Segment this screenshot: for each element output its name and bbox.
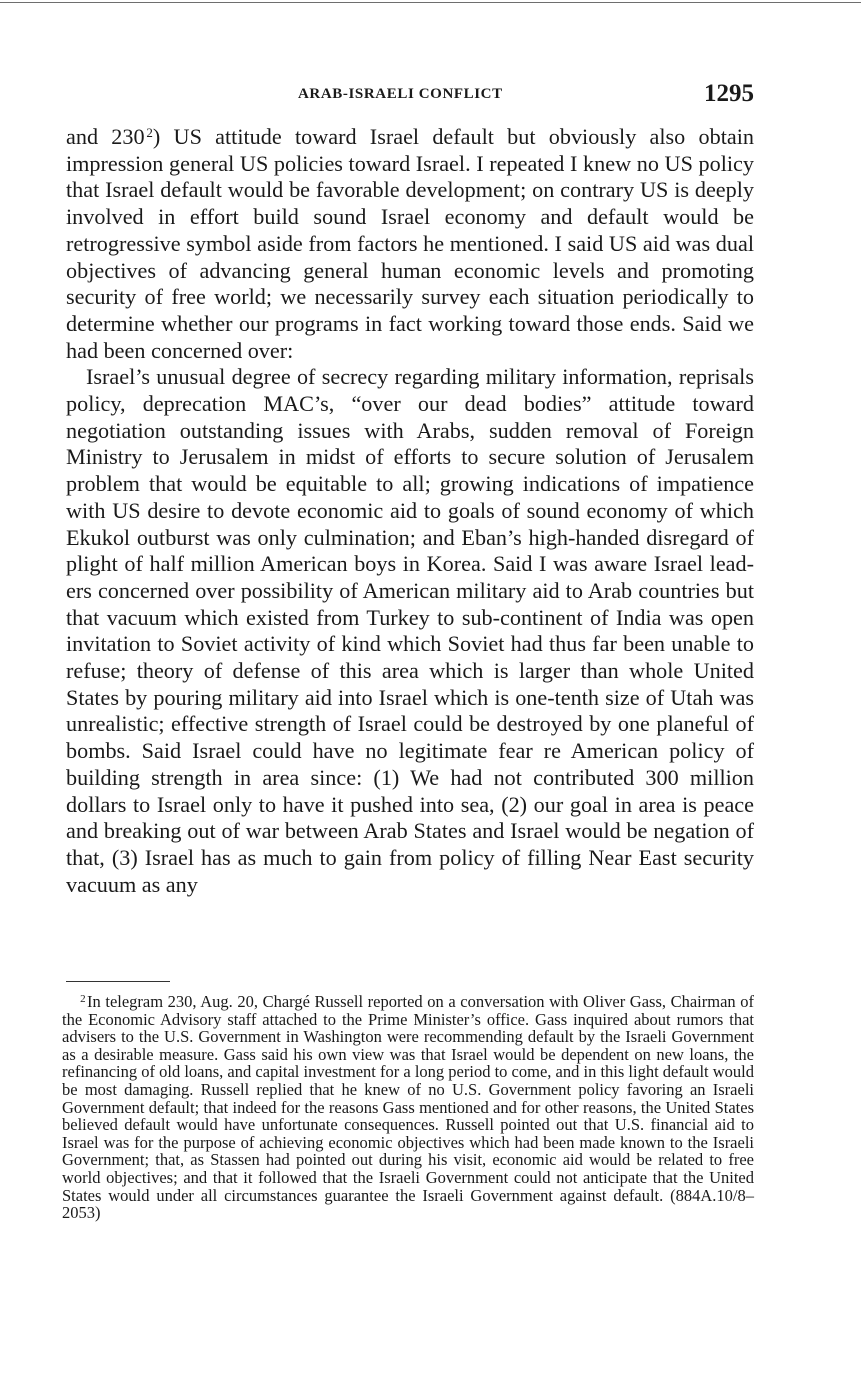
- paragraph-1: [66, 120, 754, 364]
- body-text: [66, 120, 754, 898]
- paragraph-2: Israel’s unusual degree of secrecy regarding military information, reprisals policy, deprecation MAC’s, “over our dead bodies” attitude toward negotiation outstanding issues with Arabs, sudden removal of Foreign Ministry to Jerusalem in midst of efforts to secure solution of Jerusalem problem that would be equitable to all; growing indications of impatience with US desire to devote economic aid to goals of sound economy of which Ekukol outburst was only culmination; and Eban’s high-handed disregard of plight of half million American boys in Korea. Said I was aware Israel leaders concerned over possibility of American military aid to Arab countries but that vacuum which existed from Turkey to sub-continent of India was open invitation to Soviet activity of kind which Soviet had thus far been unable to refuse; theory of defense of this area which is larger than whole United States by pouring military aid into Israel which is one-tenth size of Utah was unrealistic; effective strength of Israel could be destroyed by one planeful of bombs. Said Israel could have no legitimate fear re American policy of building strength in area since: (1) We had not contributed 300 million dollars to Israel only to have it pushed into sea, (2) our goal in area is peace and breaking out of war between Arab States and Israel would be negation of that, (3) Israel has as much to gain from policy of filling Near East security vacuum as any: [66, 364, 754, 897]
- top-edge-rule: [0, 2, 861, 3]
- running-head: [66, 80, 754, 110]
- footnote: [62, 991, 754, 1222]
- footnote-reference: 2: [146, 125, 153, 140]
- footnote-text: In telegram 230, Aug. 20, Chargé Russell reported on a conversation with Oliver Gass, Chairman of the Economic Advisory staff attached to the Prime Minister’s office. Gass inquired about rumors that advisers to the U.S. Government in Washington were recommending default by the Israeli Government as a desirable measure. Gass said his own view was that Israel would be dependent on new loans, the refinancing of old loans, and capital investment for a long period to come, and in this light default would be most damaging. Russell replied that he knew of no U.S. Government policy favoring an Israeli Government default; that indeed for the reasons Gass mentioned and for other reasons, the United States believed default would have unfortunate consequences. Russell pointed out that U.S. financial aid to Israel was for the purpose of achieving economic objectives which had been made known to the Israeli Government; that, as Stassen had pointed out during his visit, economic aid would be related to free world objectives; and that it followed that the Israeli Government could not anticipate that the United States would under all circumstances guarantee the Israeli Government against default. (884A.10/8–2053): [62, 992, 754, 1223]
- paragraph-1-text: ) US attitude toward Israel default but obviously also obtain impression general US policies toward Israel. I repeated I knew no US policy that Israel default would be favorable development; on contrary US is deeply involved in effort build sound Israel economy and default would be retrogressive symbol aside from factors he mentioned. I said US aid was dual objectives of advancing general human economic levels and promoting security of free world; we necessarily survey each situation periodically to determine whether our programs in fact working toward those ends. Said we had been concerned over:: [66, 124, 754, 363]
- footnote-divider: [66, 981, 170, 982]
- paragraph-1-lead: and 230: [66, 124, 145, 149]
- page-number: 1295: [704, 80, 754, 107]
- footnote-paragraph: [62, 991, 754, 1222]
- footnote-marker: 2: [80, 993, 86, 1005]
- running-title: ARAB-ISRAELI CONFLICT: [298, 86, 503, 102]
